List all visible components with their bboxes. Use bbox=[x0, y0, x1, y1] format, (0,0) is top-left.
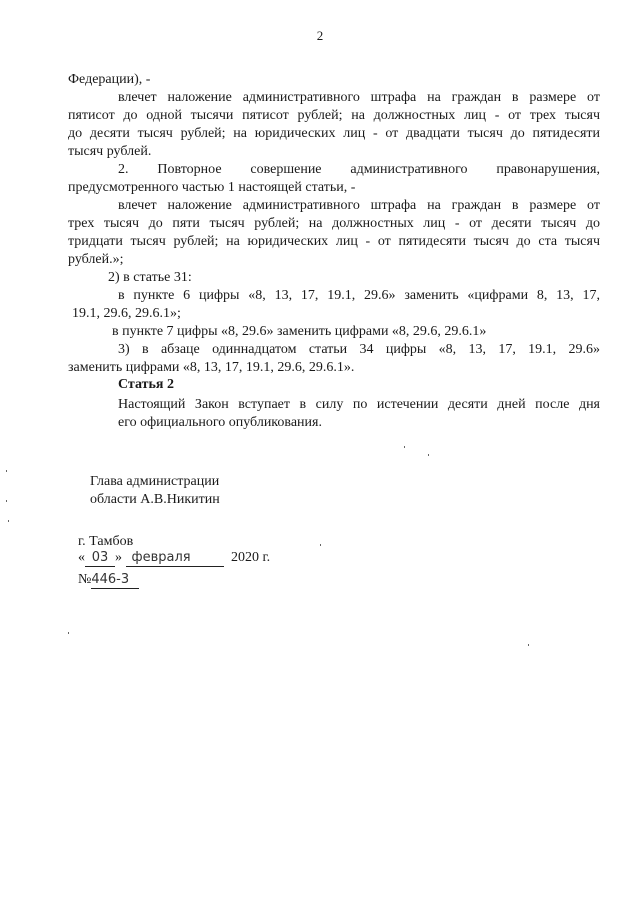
quote-close: » bbox=[115, 550, 122, 565]
text-line: влечет наложение административного штрафа на граждан в размере от bbox=[118, 90, 600, 105]
scan-speck bbox=[6, 500, 7, 502]
text-line: рублей.»; bbox=[68, 252, 124, 267]
city: г. Тамбов bbox=[78, 534, 134, 549]
text-line: тысяч рублей. bbox=[68, 144, 152, 159]
signature-title: Глава администрации bbox=[90, 474, 220, 489]
date-day: 03 bbox=[85, 550, 115, 567]
date-month: февраля bbox=[126, 550, 224, 567]
number-label: № bbox=[78, 572, 92, 587]
date-line bbox=[78, 550, 270, 567]
scan-speck bbox=[320, 544, 321, 546]
text-line: пятисот до одной тысячи пятисот рублей; на должностных лиц - от трех тысяч bbox=[68, 108, 600, 123]
number-line bbox=[78, 572, 139, 589]
quote-open: « bbox=[78, 550, 85, 565]
page-number: 2 bbox=[316, 28, 324, 43]
scan-speck bbox=[8, 520, 9, 522]
text-line: в пункте 7 цифры «8, 29.6» заменить цифрами «8, 29.6, 29.6.1» bbox=[112, 324, 487, 339]
scan-speck bbox=[6, 470, 7, 472]
text-line: предусмотренного частью 1 настоящей статьи, - bbox=[68, 180, 356, 195]
text-line: 2. Повторное совершение административного правонарушения, bbox=[118, 162, 600, 177]
text-line: 19.1, 29.6, 29.6.1»; bbox=[72, 306, 181, 321]
text-line: влечет наложение административного штрафа на граждан в размере от bbox=[118, 198, 600, 213]
text-line: Федерации), - bbox=[68, 72, 151, 87]
text-line: в пункте 6 цифры «8, 13, 17, 19.1, 29.6» заменить «цифрами 8, 13, 17, bbox=[118, 288, 600, 303]
text-line: 3) в абзаце одиннадцатом статьи 34 цифры «8, 13, 17, 19.1, 29.6» bbox=[118, 342, 600, 357]
text-line: его официального опубликования. bbox=[118, 415, 322, 430]
article-heading: Статья 2 bbox=[118, 377, 174, 392]
scan-speck bbox=[68, 632, 69, 634]
scan-speck bbox=[528, 644, 529, 646]
scan-speck bbox=[428, 454, 429, 456]
text-line: до десяти тысяч рублей; на юридических лиц - от двадцати тысяч до пятидесяти bbox=[68, 126, 600, 141]
law-number: 446-3 bbox=[91, 572, 139, 589]
signature-name: области А.В.Никитин bbox=[90, 492, 220, 507]
scan-speck bbox=[404, 446, 405, 448]
text-line: Настоящий Закон вступает в силу по истечении десяти дней после дня bbox=[118, 397, 600, 412]
text-line: тридцати тысяч рублей; на юридических лиц - от пятидесяти тысяч до ста тысяч bbox=[68, 234, 600, 249]
text-line: трех тысяч до пяти тысяч рублей; на должностных лиц - от десяти тысяч до bbox=[68, 216, 600, 231]
date-year: 2020 г. bbox=[231, 550, 271, 565]
text-line: заменить цифрами «8, 13, 17, 19.1, 29.6, 29.6.1». bbox=[68, 360, 355, 375]
text-line: 2) в статье 31: bbox=[108, 270, 192, 285]
